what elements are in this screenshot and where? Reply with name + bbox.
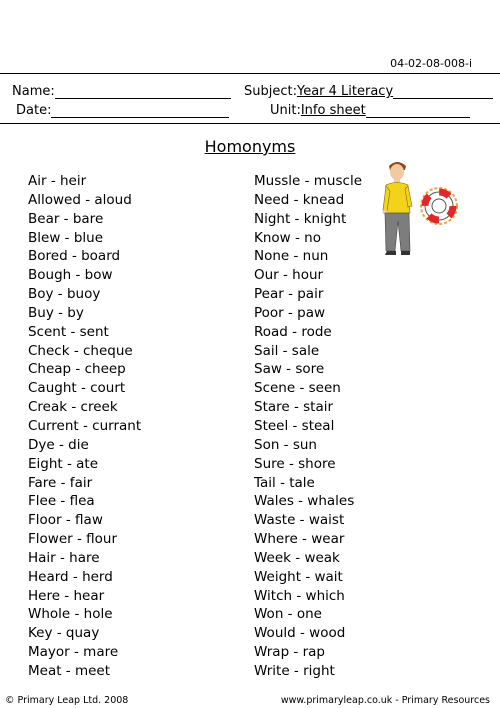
list-item: Scent - sent bbox=[28, 323, 109, 340]
list-item: Flower - flour bbox=[28, 531, 117, 548]
header-rule-top bbox=[0, 73, 500, 74]
list-item: Sail - sale bbox=[254, 342, 320, 359]
name-label: Name: bbox=[12, 84, 55, 99]
list-item: Boy - buoy bbox=[28, 286, 101, 303]
list-item: Bear - bare bbox=[28, 210, 104, 227]
list-item: Mussle - muscle bbox=[254, 173, 362, 189]
site-link[interactable]: www.primaryleap.co.uk - Primary Resources bbox=[280, 695, 490, 706]
list-item: Saw - sore bbox=[254, 361, 325, 378]
subject-label: Subject: bbox=[244, 84, 297, 99]
list-item: Son - sun bbox=[254, 436, 317, 453]
list-item: Buy - by bbox=[28, 304, 84, 321]
list-item: Poor - paw bbox=[254, 304, 326, 321]
list-item: Bough - bow bbox=[28, 267, 113, 284]
list-item: Check - cheque bbox=[28, 342, 133, 359]
list-item: Scene - seen bbox=[254, 380, 341, 397]
list-item: Wales - whales bbox=[254, 493, 355, 510]
subject-field bbox=[244, 83, 493, 99]
list-item: Mayor - mare bbox=[28, 644, 119, 661]
copyright-text: © Primary Leap Ltd. 2008 bbox=[5, 695, 129, 706]
list-item: Dye - die bbox=[28, 436, 89, 453]
list-item: Here - hear bbox=[28, 587, 105, 604]
page-title: Homonyms bbox=[204, 137, 296, 156]
list-item: Sure - shore bbox=[254, 455, 336, 472]
list-item: Write - right bbox=[254, 662, 335, 679]
date-field bbox=[16, 102, 229, 118]
header-rule-bottom bbox=[0, 123, 500, 124]
list-item: Heard - herd bbox=[28, 568, 113, 585]
boy-icon bbox=[383, 162, 413, 255]
list-item: Fare - fair bbox=[28, 474, 93, 491]
worksheet-code: 04-02-08-008-i bbox=[390, 57, 472, 70]
list-item: Allowed - aloud bbox=[28, 191, 132, 208]
list-item: Week - weak bbox=[254, 549, 340, 566]
name-line[interactable] bbox=[55, 83, 231, 99]
subject-line bbox=[393, 83, 493, 99]
list-item: Road - rode bbox=[254, 323, 332, 340]
list-item: Stare - stair bbox=[254, 399, 334, 416]
lifebuoy-icon bbox=[421, 188, 457, 224]
list-item: Flee - flea bbox=[28, 493, 95, 510]
list-item: Whole - hole bbox=[28, 606, 113, 623]
date-label: Date: bbox=[16, 103, 52, 118]
list-item: Won - one bbox=[254, 606, 322, 623]
list-item: Caught - court bbox=[28, 380, 126, 397]
list-item: Hair - hare bbox=[28, 549, 100, 566]
list-item: Air - heir bbox=[28, 173, 87, 189]
list-item: Know - no bbox=[254, 229, 321, 246]
list-item: Night - knight bbox=[254, 210, 347, 227]
homonym-list-right bbox=[254, 172, 362, 681]
list-item: Key - quay bbox=[28, 625, 100, 642]
homonym-list-left bbox=[28, 172, 141, 681]
list-item: Need - knead bbox=[254, 191, 345, 208]
list-item: Cheap - cheep bbox=[28, 361, 126, 378]
list-item: Creak - creek bbox=[28, 399, 118, 416]
unit-value: Info sheet bbox=[300, 103, 366, 118]
name-field bbox=[12, 83, 231, 99]
list-item: Current - currant bbox=[28, 417, 142, 434]
list-item: Wrap - rap bbox=[254, 644, 325, 661]
date-line[interactable] bbox=[51, 102, 229, 118]
list-item: Eight - ate bbox=[28, 455, 99, 472]
list-item: Steel - steal bbox=[254, 417, 335, 434]
list-item: Waste - waist bbox=[254, 512, 345, 529]
subject-value: Year 4 Literacy bbox=[296, 84, 394, 99]
unit-line bbox=[366, 102, 470, 118]
list-item: Tail - tale bbox=[254, 474, 315, 491]
boy-with-lifebuoy-illustration bbox=[375, 158, 465, 258]
list-item: Floor - flaw bbox=[28, 512, 103, 529]
list-item: Weight - wait bbox=[254, 568, 343, 585]
list-item: Would - wood bbox=[254, 625, 346, 642]
list-item: Blew - blue bbox=[28, 229, 103, 246]
list-item: Meat - meet bbox=[28, 662, 111, 679]
unit-field bbox=[270, 102, 470, 118]
list-item: Witch - which bbox=[254, 587, 345, 604]
unit-label: Unit: bbox=[270, 103, 301, 118]
list-item: Pear - pair bbox=[254, 286, 324, 303]
list-item: Our - hour bbox=[254, 267, 324, 284]
list-item: Bored - board bbox=[28, 248, 121, 265]
list-item: Where - wear bbox=[254, 531, 345, 548]
list-item: None - nun bbox=[254, 248, 329, 265]
